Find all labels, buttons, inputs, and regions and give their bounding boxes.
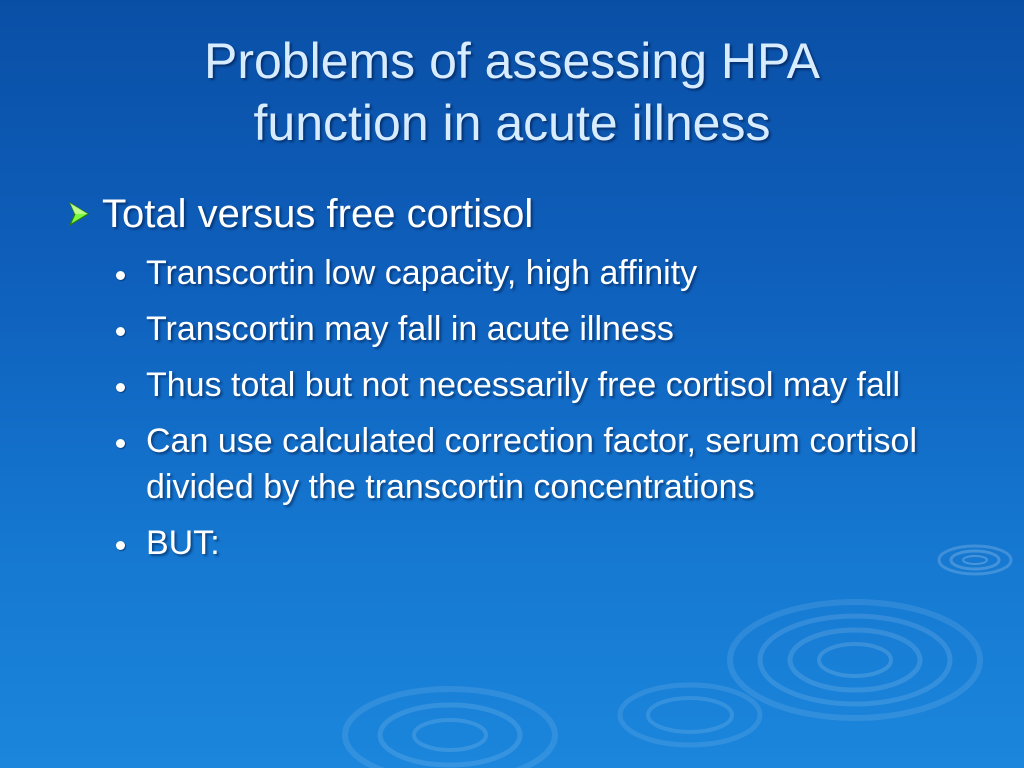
sub-bullet-item <box>112 418 932 510</box>
bullet-dot-icon <box>116 439 125 448</box>
slide-title-line-2: function in acute illness <box>253 95 771 151</box>
sub-bullet-list <box>112 250 932 576</box>
sub-bullet-item <box>112 250 932 296</box>
arrow-bullet-icon <box>64 199 94 229</box>
sub-bullet-text: Transcortin may fall in acute illness <box>146 310 674 348</box>
bullet-dot-icon <box>116 541 125 550</box>
sub-bullet-text: Thus total but not necessarily free cortisol may fall <box>146 366 900 404</box>
sub-bullet-text: Transcortin low capacity, high affinity <box>146 254 698 292</box>
sub-bullet-text: Can use calculated correction factor, serum cortisol divided by the transcortin concentrations <box>146 422 918 506</box>
sub-bullet-item <box>112 362 932 408</box>
sub-bullet-text: BUT: <box>146 524 220 562</box>
sub-bullet-item <box>112 520 932 566</box>
slide-title-line-1: Problems of assessing HPA <box>204 33 820 89</box>
bullet-dot-icon <box>116 327 125 336</box>
sub-bullet-item <box>112 306 932 352</box>
slide-title <box>60 30 964 154</box>
level1-bullet-text: Total versus free cortisol <box>102 192 534 236</box>
bullet-dot-icon <box>116 271 125 280</box>
bullet-dot-icon <box>116 383 125 392</box>
